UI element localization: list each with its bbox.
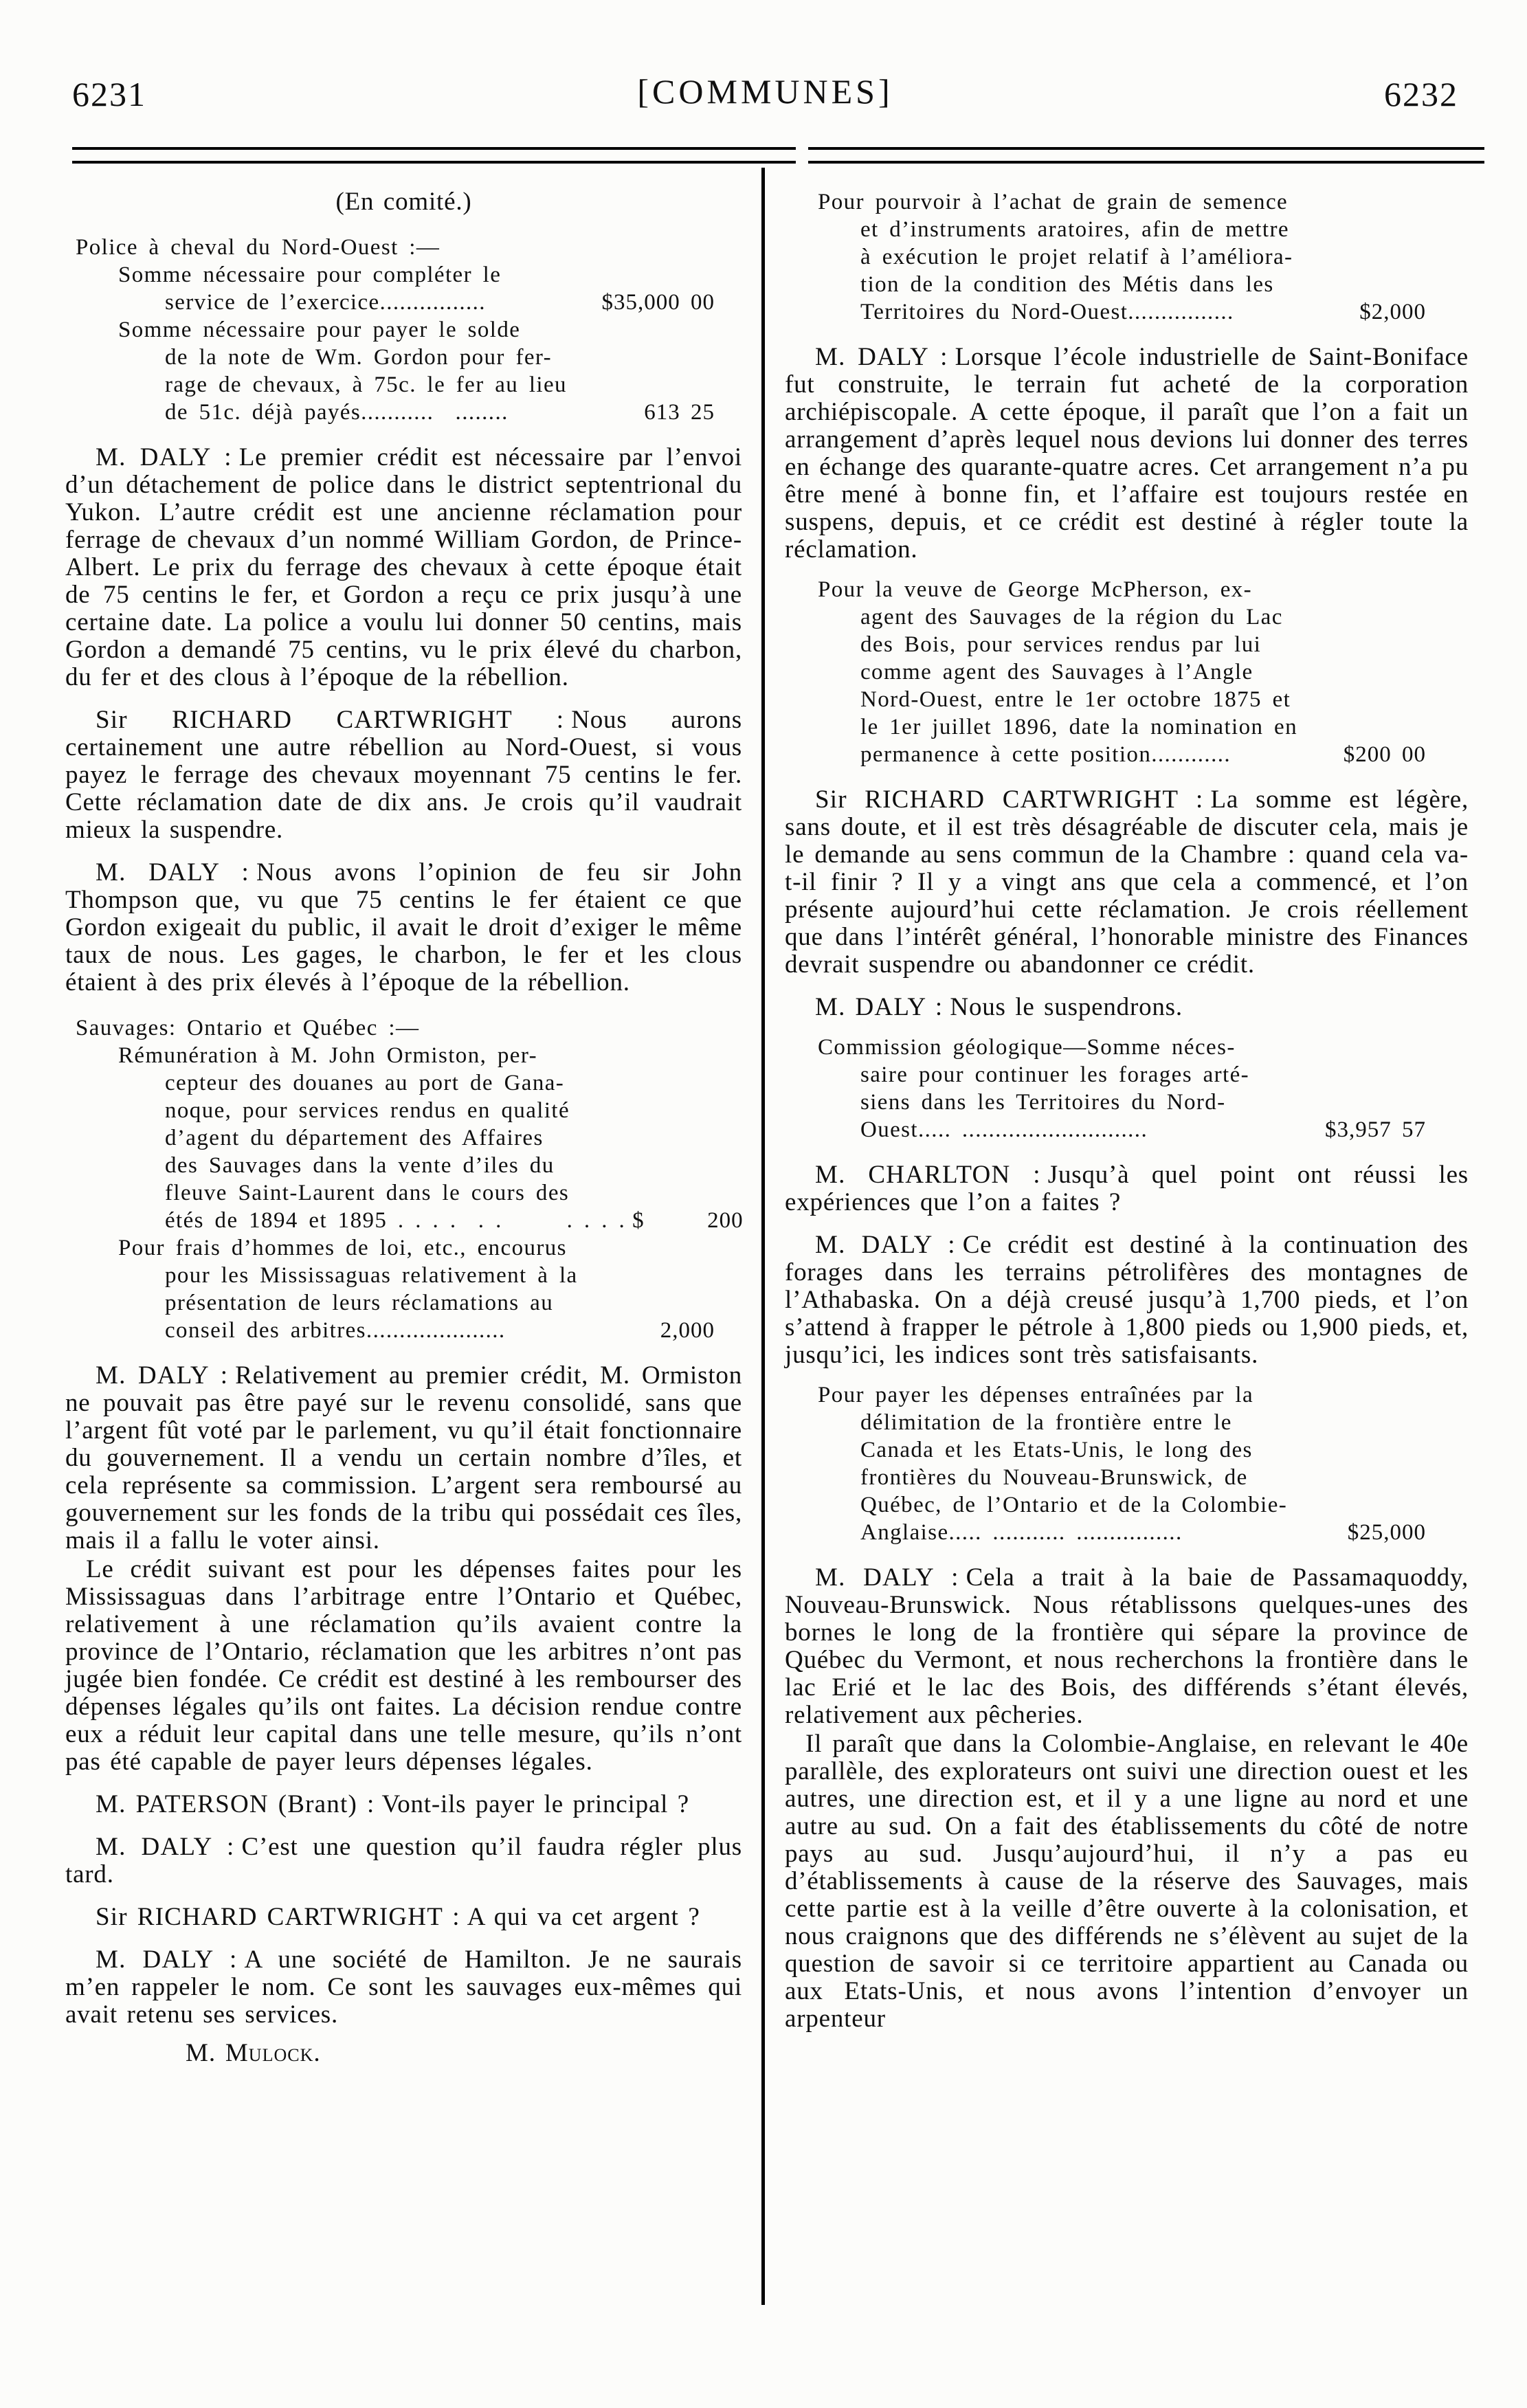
signature-line: M. Mulock. (186, 2039, 321, 2067)
vote-item-sauvages (76, 1014, 744, 1344)
vote-item-geologique (818, 1034, 1426, 1144)
vote-amount: $200 00 (1343, 742, 1426, 767)
vote-line: Ouest..... ............................ $3,957 57 (860, 1117, 1426, 1142)
vote-line: rage de chevaux, à 75c. le fer au lieu (165, 372, 567, 397)
speech-paragraph (65, 1904, 742, 1931)
committee-note: (En comité.) (335, 188, 472, 216)
speech-paragraph (65, 859, 742, 996)
speaker-name: Sir RICHARD CARTWRIGHT : (815, 785, 1204, 814)
speech-text: Nous le suspendrons. (950, 993, 1183, 1021)
vote-line: Somme nécessaire pour payer le solde (118, 317, 521, 342)
speech-paragraph (785, 344, 1469, 564)
vote-line: Commission géologique—Somme néces- (818, 1035, 1236, 1060)
speaker-name: M. DALY : (96, 858, 249, 887)
speech-text: La somme est légère, sans doute, et il est très désagréable de discuter cela, mais je le demande au sens commun de la Chambre : quand cela va-t-il finir ? Il y a vingt ans que cela a commencé, et l’on présente aujourd’hui cette réclamation. Je crois réellement que dans l’intérêt général, l’honorable ministre des Finances devrait suspendre ou abandonner ce crédit. (785, 785, 1469, 979)
vote-line: pour les Mississaguas relativement à la (165, 1263, 578, 1288)
vote-line: à exécution le projet relatif à l’améliora- (860, 245, 1293, 269)
speech-text: Lorsque l’école industrielle de Saint-Boniface fut construite, le terrain fut acheté de la corporation archiépiscopale. A cette époque, il paraît que l’on a fait un arrangement d’après lequel nous devions lui donner des terres en échange des quarante-quatre acres. Cet arrangement n’a pu être mené à bonne fin, et l’affaire est toujours restée en suspens, depuis, et ce crédit est destiné à régler toute la réclamation. (785, 343, 1469, 564)
vote-line: Sauvages: Ontario et Québec :— (76, 1016, 420, 1040)
vote-line: et d’instruments aratoires, afin de mettre (860, 217, 1289, 242)
vote-line: de 51c. déjà payés........... ........ 613 25 (165, 400, 715, 425)
vote-item-police (76, 234, 715, 426)
page-header (72, 71, 1458, 120)
speaker-name: M. DALY : (96, 443, 232, 471)
speaker-name: Sir RICHARD CARTWRIGHT : (96, 1903, 460, 1931)
vote-line: Pour la veuve de George McPherson, ex- (818, 577, 1253, 602)
left-column (65, 184, 742, 2067)
vote-line: saire pour continuer les forages arté- (860, 1062, 1250, 1087)
speech-text: A qui va cet argent ? (467, 1903, 700, 1931)
vote-line: Police à cheval du Nord-Ouest :— (76, 235, 441, 260)
vote-line: Pour frais d’hommes de loi, etc., encourus (118, 1236, 567, 1260)
speaker-name: M. DALY : (815, 993, 944, 1021)
speaker-name: M. DALY : (96, 1833, 235, 1861)
speech-paragraph (785, 1564, 1469, 1729)
speech-paragraph (785, 1730, 1469, 2033)
speech-paragraph (65, 1791, 742, 1818)
vote-line: frontières du Nouveau-Brunswick, de (860, 1465, 1248, 1490)
page-header-title: [COMMUNES] (637, 72, 893, 111)
speech-text: Il paraît que dans la Colombie-Anglaise, en relevant le 40e parallèle, des explorateurs ont suivi une direction ouest et les autres, une direction est, et il y a une ligne au nord et une autre au sud. On a fait des établissements du côté de notre pays au sud. Jusqu’aujourd’hui, il n’y a pas eu d’établissements à cause de la réserve des Sauvages, mais cette partie est à la veille d’être ouverte à la colonisation, et nous craignons que des différends ne s’élèvent au sujet de la question de savoir si ce territoire appartient au Canada ou aux Etats-Unis, et nous avons l’intention d’envoyer un arpenteur (785, 1730, 1469, 2033)
speaker-name: Sir RICHARD CARTWRIGHT : (96, 706, 565, 734)
speech-text: Nous avons l’opinion de feu sir John Thompson que, vu que 75 centins le fer étaient ce que Gordon exigeait du public, il avait le droit d’exiger le même taux de nous. Les gages, le charbon, le fer et les clous étaient à des prix élevés à l’époque de la rébellion. (65, 858, 743, 996)
vote-amount: 2,000 (660, 1318, 715, 1343)
speaker-name: M. CHARLTON : (815, 1161, 1041, 1189)
speaker-name: M. DALY : (815, 1231, 956, 1259)
vote-amount: $ 200 (632, 1208, 744, 1233)
vote-line: des Sauvages dans la vente d’iles du (165, 1153, 555, 1178)
speaker-name: M. DALY : (96, 1361, 229, 1390)
vote-amount: 613 25 (644, 400, 715, 425)
double-rule-right (808, 147, 1484, 164)
vote-line: tion de la condition des Métis dans les (860, 272, 1274, 297)
vote-line: d’agent du département des Affaires (165, 1126, 544, 1150)
double-rule-left (72, 147, 796, 164)
vote-amount: $2,000 (1359, 300, 1426, 324)
speech-paragraph (785, 1161, 1469, 1216)
speech-text: Nous aurons certainement une autre rébellion au Nord-Ouest, si vous payez le ferrage des chevaux moyennant 75 centins le fer. Cette réclamation date de dix ans. Je crois qu’il vaudrait mieux la suspendre. (65, 706, 743, 844)
vote-line: cepteur des douanes au port de Gana- (165, 1071, 565, 1095)
vote-line: fleuve Saint-Laurent dans le cours des (165, 1181, 570, 1205)
vote-line: permanence à cette position............ $200 00 (860, 742, 1426, 767)
vote-line: siens dans les Territoires du Nord- (860, 1090, 1226, 1115)
vote-line: Somme nécessaire pour compléter le (118, 263, 502, 287)
vote-item-semence (818, 188, 1426, 326)
speech-text: Relativement au premier crédit, M. Ormiston ne pouvait pas être payé sur le revenu consolidé, sans que l’argent fût voté par le parlement, vu qu’il était fonctionnaire du gouvernement. Il a vendu un certain nombre d’îles, et cela représente sa commission. L’argent sera remboursé au gouvernement sur les fonds de la tribu qui possédait ces îles, mais il a fallu le voter ainsi. (65, 1361, 742, 1554)
vote-line: présentation de leurs réclamations au (165, 1291, 554, 1315)
page-number-left: 6231 (72, 75, 146, 113)
vote-line: Nord-Ouest, entre le 1er octobre 1875 et (860, 687, 1291, 712)
speech-paragraph (65, 1362, 742, 1554)
vote-amount: $25,000 (1347, 1520, 1426, 1545)
speaker-name: M. DALY : (815, 343, 948, 371)
vote-amount: $35,000 00 (601, 290, 715, 315)
vote-line: agent des Sauvages de la région du Lac (860, 605, 1283, 629)
vote-line: étés de 1894 et 1895 . . . . . . . . . . $ 200 (165, 1208, 744, 1233)
vote-line: Rémunération à M. John Ormiston, per- (118, 1043, 537, 1068)
vote-line: Territoires du Nord-Ouest................ $2,000 (860, 300, 1426, 324)
vote-line: conseil des arbitres..................... 2,000 (165, 1318, 715, 1343)
speaker-name: M. PATERSON (Brant) : (96, 1790, 375, 1818)
speech-paragraph (785, 786, 1469, 979)
page-number-right: 6232 (1384, 75, 1458, 113)
speech-text: C’est une question qu’il faudra régler plus tard. (65, 1833, 742, 1888)
vote-line: Québec, de l’Ontario et de la Colombie- (860, 1493, 1288, 1517)
vote-line: Pour pourvoir à l’achat de grain de semence (818, 190, 1289, 214)
speech-paragraph (65, 1946, 742, 2029)
speech-text: Jusqu’à quel point ont réussi les expériences que l’on a faites ? (785, 1161, 1469, 1216)
vote-line: des Bois, pour services rendus par lui (860, 632, 1262, 657)
vote-line: comme agent des Sauvages à l’Angle (860, 660, 1253, 684)
speech-paragraph (65, 1556, 742, 1776)
vote-line: délimitation de la frontière entre le (860, 1410, 1232, 1435)
vote-item-frontiere (818, 1381, 1426, 1546)
speaker-name: M. DALY : (815, 1563, 959, 1592)
speech-paragraph (65, 1833, 742, 1888)
vote-line: de la note de Wm. Gordon pour fer- (165, 345, 553, 370)
vote-line: noque, pour services rendus en qualité (165, 1098, 570, 1123)
vote-amount: $3,957 57 (1325, 1117, 1426, 1142)
vote-line: Anglaise..... ........... ................ $25,000 (860, 1520, 1426, 1545)
vote-line: le 1er juillet 1896, date la nomination en (860, 715, 1297, 739)
speech-paragraph (65, 444, 742, 691)
speaker-name: M. DALY : (96, 1946, 238, 1974)
speech-text: A une société de Hamilton. Je ne saurais m’en rappeler le nom. Ce sont les sauvages eux-mêmes qui avait retenu ses services. (65, 1946, 742, 2029)
speech-text: Le crédit suivant est pour les dépenses faites pour les Mississaguas dans l’arbitrage entre l’Ontario et Québec, relativement à une réclamation qu’ils avaient contre la province de l’Ontario, réclamation que les arbitres n’ont pas jugée bien fondée. Ce crédit est destiné à les rembourser des dépenses légales qu’ils ont faites. La décision rendue contre eux a réduit leur capital dans une telle mesure, qu’ils n’ont pas été capable de payer leurs dépenses légales. (65, 1555, 742, 1776)
speech-text: Le premier crédit est nécessaire par l’envoi d’un détachement de police dans le district septentrional du Yukon. L’autre crédit est une ancienne réclamation pour ferrage de chevaux d’un nommé William Gordon, de Prince-Albert. Le prix du ferrage des chevaux à cette époque était de 75 centins le fer, et Gordon a reçu ce prix jusqu’à une certaine date. La police a voulu lui donner 50 centins, mais Gordon a demandé 75 centins, vu le prix élevé du charbon, du fer et des clous à l’époque de la rébellion. (65, 443, 743, 691)
speech-text: Cela a trait à la baie de Passamaquoddy, Nouveau-Brunswick. Nous rétablissons quelques-unes des bornes le long de la frontière qui sépare la province de Québec du Vermont, et nous recherchons la frontière dans le lac Erié et le lac des Bois, des différends s’étant élevés, relativement aux pêcheries. (785, 1563, 1469, 1729)
speech-text: Ce crédit est destiné à la continuation des forages dans les terrains pétrolifères des montagnes de l’Athabaska. On a déjà creusé jusqu’à 1,700 pieds, et l’on s’attend à frapper le pétrole à 1,800 pieds ou 1,900 pieds, et, jusqu’ici, les indices sont très satisfaisants. (785, 1231, 1469, 1369)
vote-line: Pour payer les dépenses entraînées par la (818, 1383, 1254, 1407)
speech-text: Vont-ils payer le principal ? (381, 1790, 689, 1818)
vote-line: Canada et les Etats-Unis, le long des (860, 1438, 1253, 1462)
vote-line: service de l’exercice................ $35,000 00 (165, 290, 715, 315)
column-divider (761, 168, 765, 2305)
right-column (785, 184, 1469, 2033)
speech-paragraph (65, 706, 742, 844)
vote-item-mcpherson (818, 576, 1426, 768)
speech-paragraph (785, 1231, 1469, 1369)
speech-paragraph (785, 994, 1469, 1021)
